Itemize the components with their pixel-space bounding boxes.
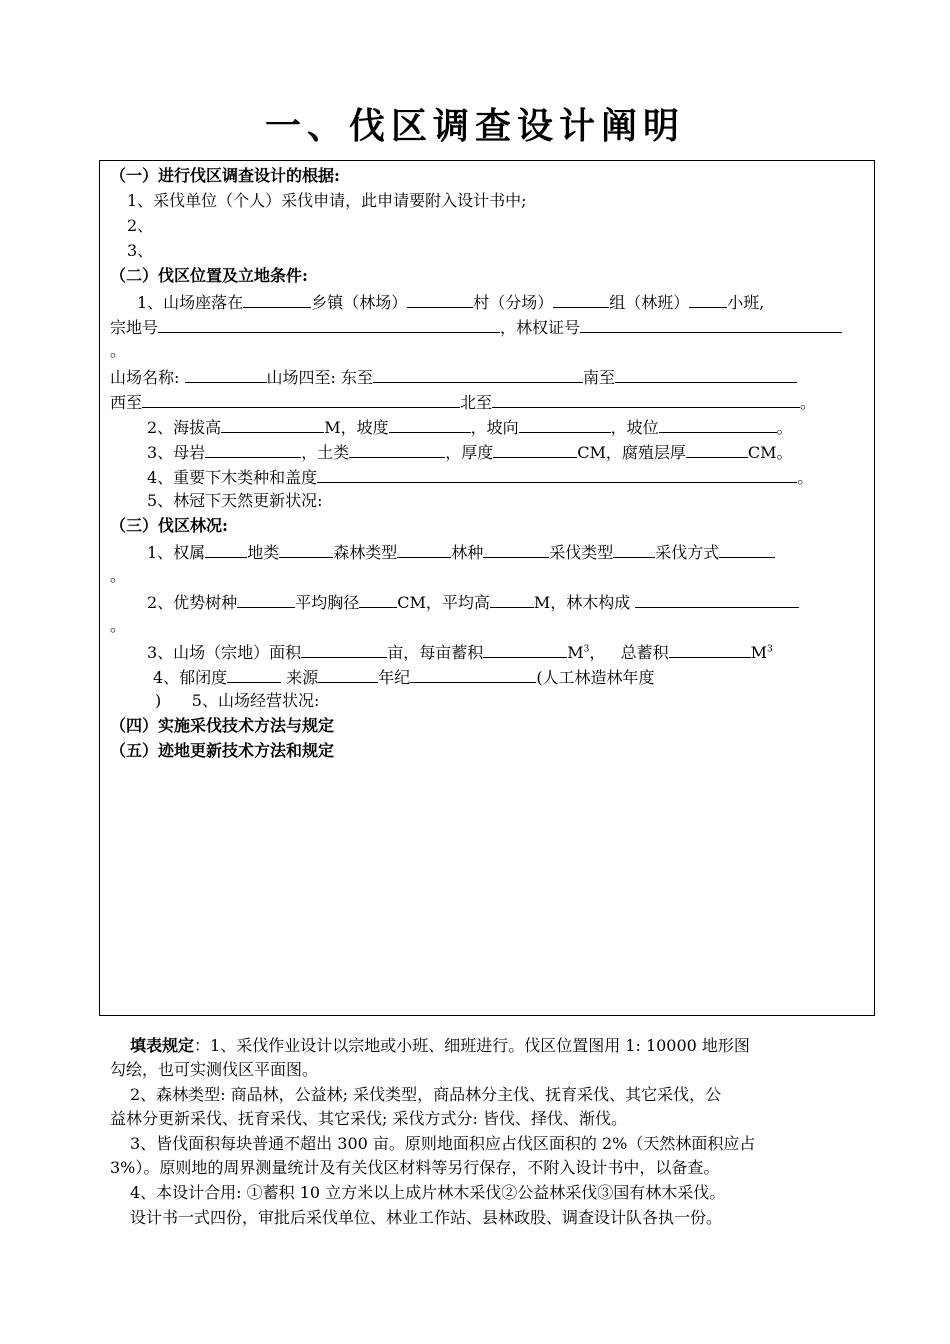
s1-item-1: 1、采伐单位（个人）采伐申请，此申请要附入设计书中; bbox=[127, 191, 527, 210]
forest-type-field[interactable] bbox=[397, 541, 451, 558]
west-north-line bbox=[110, 391, 816, 413]
superscript: 3 bbox=[583, 644, 590, 655]
undergrowth-field[interactable] bbox=[317, 466, 797, 483]
north-boundary-field[interactable] bbox=[492, 391, 800, 408]
label: (人工林造林年度 bbox=[536, 668, 655, 687]
land-type-field[interactable] bbox=[279, 541, 333, 558]
section-4-heading: （四）实施采伐技术方法与规定 bbox=[110, 716, 335, 735]
dominant-species-field[interactable] bbox=[237, 591, 295, 608]
section-5-heading: （五）迹地更新技术方法和规定 bbox=[110, 741, 335, 760]
label: 采伐类型 bbox=[549, 543, 614, 562]
ownership-field[interactable] bbox=[205, 541, 247, 558]
label: 1、山场座落在 bbox=[137, 293, 244, 312]
species-line bbox=[147, 591, 799, 613]
note-line-1 bbox=[130, 1036, 750, 1056]
west-boundary-field[interactable] bbox=[142, 391, 460, 408]
dbh-field[interactable] bbox=[359, 591, 397, 608]
total-volume-field[interactable] bbox=[669, 641, 751, 658]
parcel-line bbox=[110, 316, 842, 338]
volume-per-mu-field[interactable] bbox=[483, 641, 567, 658]
label: 。 bbox=[797, 468, 814, 487]
label: CM。 bbox=[747, 443, 793, 462]
label: ，林权证号 bbox=[500, 318, 581, 337]
label: 地类 bbox=[247, 543, 280, 562]
altitude-line bbox=[147, 416, 793, 438]
label: 采伐方式 bbox=[655, 543, 720, 562]
village-field[interactable] bbox=[407, 291, 473, 308]
label: 2、优势树种 bbox=[147, 593, 238, 612]
label: M bbox=[567, 643, 584, 662]
note-line-7: 4、本设计合用: ①蓄积 10 立方米以上成片林木采伐②公益林采伐③国有林木采伐。 bbox=[130, 1183, 726, 1202]
label: ，坡向 bbox=[470, 418, 519, 437]
label: 3、母岩 bbox=[147, 443, 206, 462]
label: M bbox=[750, 643, 768, 662]
label: 林种 bbox=[451, 543, 484, 562]
label: 宗地号 bbox=[110, 318, 159, 337]
label: 亩，每亩蓄积 bbox=[387, 643, 484, 662]
label: ，土类 bbox=[301, 443, 350, 462]
parcel-number-field[interactable] bbox=[158, 316, 500, 333]
period: 。 bbox=[110, 341, 127, 360]
canopy-field[interactable] bbox=[227, 666, 281, 683]
label: 乡镇（林场） bbox=[311, 293, 408, 312]
note-line-2: 勾绘，也可实测伐区平面图。 bbox=[110, 1060, 319, 1079]
forest-species-field[interactable] bbox=[483, 541, 549, 558]
label: 组（林班） bbox=[609, 293, 690, 312]
regeneration-line: 5、林冠下天然更新状况: bbox=[147, 491, 323, 510]
township-field[interactable] bbox=[243, 291, 311, 308]
section-1-heading: （一）进行伐区调查设计的根据: bbox=[110, 166, 340, 185]
undergrowth-line bbox=[147, 466, 813, 488]
cutting-method-field[interactable] bbox=[719, 541, 775, 558]
label: 森林类型 bbox=[333, 543, 398, 562]
label: CM，平均高 bbox=[397, 593, 490, 612]
period: 。 bbox=[110, 616, 127, 635]
soil-type-field[interactable] bbox=[349, 441, 445, 458]
note-line-6: 3%）。原则地的周界测量统计及有关伐区材料等另行保存，不附入设计书中，以备查。 bbox=[110, 1158, 720, 1177]
s1-item-2: 2、 bbox=[127, 216, 154, 235]
section-2-heading: （二）伐区位置及立地条件: bbox=[110, 266, 308, 285]
subcompartment-field[interactable] bbox=[689, 291, 727, 308]
management-line bbox=[155, 691, 319, 711]
label: 西至 bbox=[110, 393, 143, 412]
label: ) bbox=[155, 691, 162, 710]
height-field[interactable] bbox=[490, 591, 534, 608]
superscript: 3 bbox=[767, 644, 773, 655]
humus-field[interactable] bbox=[686, 441, 748, 458]
parent-rock-field[interactable] bbox=[205, 441, 301, 458]
label: 山场四至: 东至 bbox=[266, 368, 373, 387]
label: 4、重要下木类种和盖度 bbox=[147, 468, 318, 487]
page-title: 一、伐区调查设计阐明 bbox=[264, 106, 685, 147]
label: 山场名称: bbox=[110, 368, 180, 387]
s1-item-3: 3、 bbox=[127, 241, 154, 260]
note-text: ：1、采伐作业设计以宗地或小班、细班进行。伐区位置图用 1: 10000 地形图 bbox=[194, 1036, 750, 1055]
composition-field[interactable] bbox=[635, 591, 799, 608]
soil-line bbox=[147, 441, 793, 463]
label: ，厚度 bbox=[445, 443, 494, 462]
label: 总蓄积 bbox=[620, 643, 669, 662]
location-line bbox=[137, 291, 764, 313]
aspect-field[interactable] bbox=[519, 416, 611, 433]
note-line-4: 益林分更新采伐、抚育采伐、其它采伐; 采伐方式分: 皆伐、择伐、渐伐。 bbox=[110, 1109, 627, 1128]
east-boundary-field[interactable] bbox=[373, 366, 583, 383]
area-line bbox=[147, 641, 773, 663]
note-line-5: 3、皆伐面积每块普通不超出 300 亩。原则地面积应占伐区面积的 2%（天然林面积应占 bbox=[130, 1134, 756, 1153]
canopy-line bbox=[153, 666, 655, 688]
age-field[interactable] bbox=[410, 666, 536, 683]
mountain-name-line bbox=[110, 366, 797, 388]
south-boundary-field[interactable] bbox=[615, 366, 797, 383]
label: 北至 bbox=[460, 393, 493, 412]
group-field[interactable] bbox=[553, 291, 609, 308]
label: 1、权属 bbox=[147, 543, 206, 562]
notes-label: 填表规定 bbox=[130, 1036, 195, 1055]
label: 村（分场） bbox=[473, 293, 554, 312]
label: M，林木构成 bbox=[533, 593, 631, 612]
form-box bbox=[99, 160, 875, 1016]
note-line-8: 设计书一式四份，审批后采伐单位、林业工作站、县林政股、调查设计队各执一份。 bbox=[130, 1208, 723, 1227]
label: CM，腐殖层厚 bbox=[577, 443, 686, 462]
label: 4、郁闭度 bbox=[153, 668, 228, 687]
label: 3、山场（宗地）面积 bbox=[147, 643, 302, 662]
slope-field[interactable] bbox=[389, 416, 471, 433]
label: 南至 bbox=[582, 368, 615, 387]
label: 年纪 bbox=[378, 668, 411, 687]
thickness-field[interactable] bbox=[493, 441, 577, 458]
origin-field[interactable] bbox=[318, 666, 378, 683]
ownership-line bbox=[147, 541, 775, 563]
area-field[interactable] bbox=[301, 641, 387, 658]
label: M，坡度 bbox=[324, 418, 389, 437]
forest-cert-field[interactable] bbox=[580, 316, 842, 333]
label: 小班, bbox=[727, 293, 765, 312]
cutting-type-field[interactable] bbox=[613, 541, 655, 558]
slope-position-field[interactable] bbox=[659, 416, 777, 433]
note-line-3: 2、森林类型: 商品林，公益林; 采伐类型，商品林分主伐、抚育采伐、其它采伐，公 bbox=[130, 1085, 722, 1104]
mountain-name-field[interactable] bbox=[185, 366, 267, 383]
section-3-heading: （三）伐区林况: bbox=[110, 516, 228, 535]
label: 。 bbox=[800, 393, 817, 412]
label: ，坡位 bbox=[610, 418, 659, 437]
label: 5、山场经营状况: bbox=[191, 691, 320, 710]
altitude-field[interactable] bbox=[221, 416, 324, 433]
label: ， bbox=[589, 643, 606, 662]
label: 。 bbox=[776, 418, 793, 437]
label: 2、海拔高 bbox=[147, 418, 222, 437]
period: 。 bbox=[110, 566, 127, 585]
label: 平均胸径 bbox=[295, 593, 360, 612]
label: 来源 bbox=[286, 668, 319, 687]
